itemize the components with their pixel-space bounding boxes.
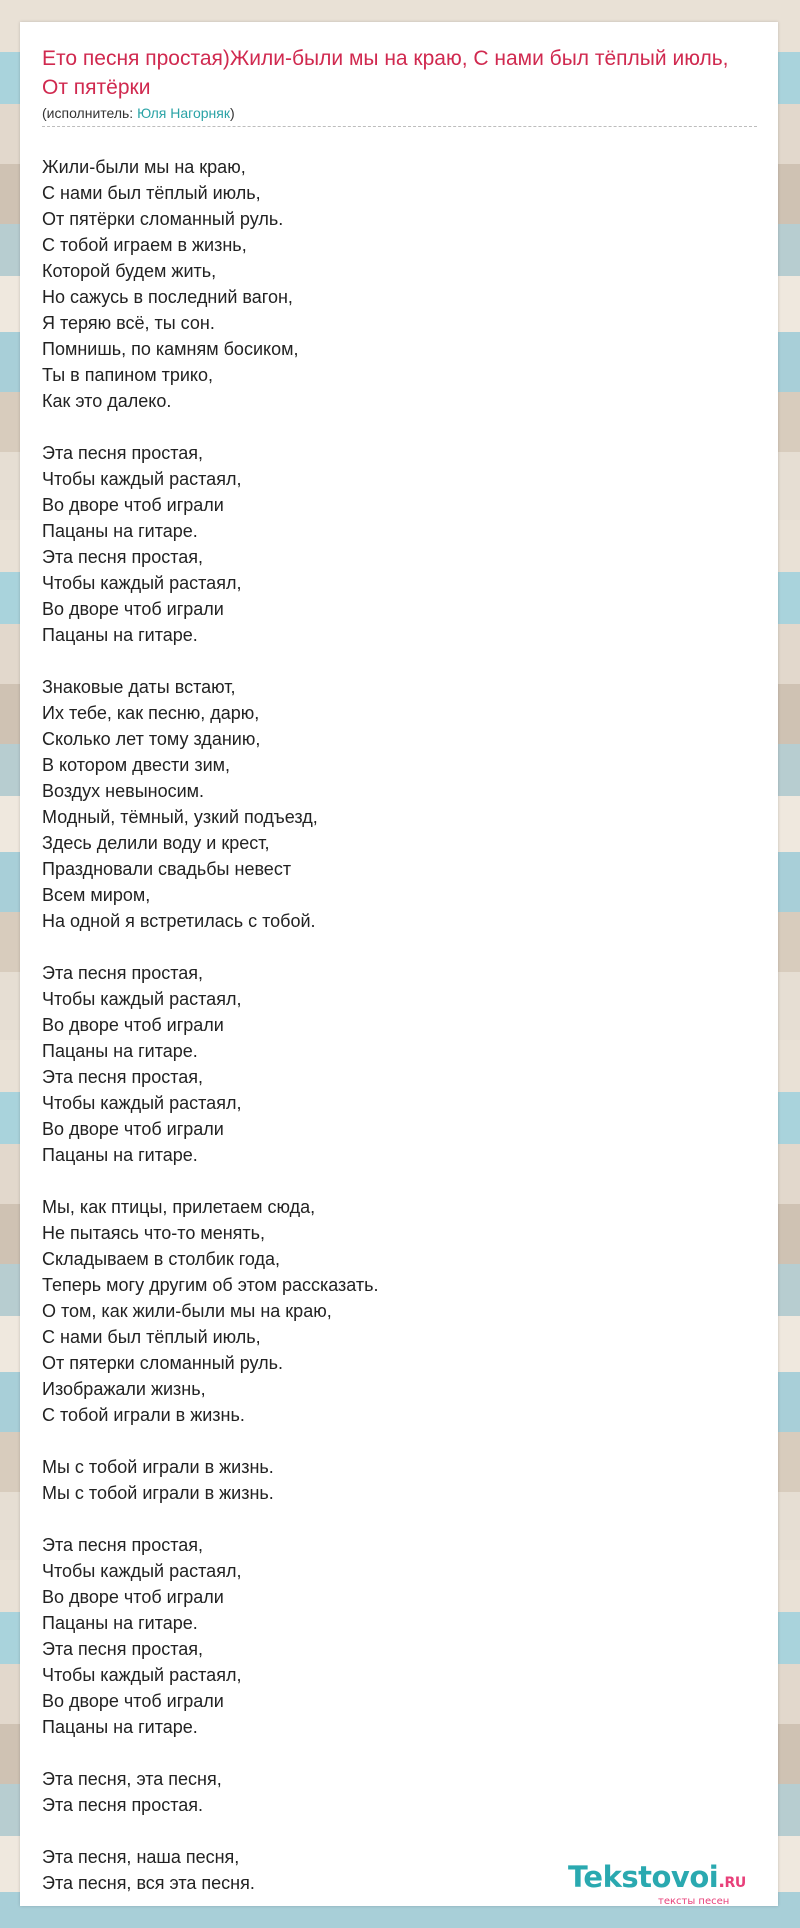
lyric-line: Мы с тобой играли в жизнь. — [42, 1457, 274, 1477]
lyric-line: Сколько лет тому зданию, — [42, 729, 261, 749]
stanza-break — [42, 1506, 757, 1532]
lyric-line: Во дворе чтоб играли — [42, 1587, 224, 1607]
lyric-line: С нами был тёплый июль, — [42, 183, 261, 203]
lyric-line: Теперь могу другим об этом рассказать. — [42, 1275, 379, 1295]
lyric-line: От пятёрки сломанный руль. — [42, 209, 284, 229]
content-card — [20, 22, 778, 1906]
logo-tld: RU — [724, 1875, 746, 1891]
lyric-line: Всем миром, — [42, 885, 151, 905]
stanza-break — [42, 1818, 757, 1844]
lyric-line: Чтобы каждый растаял, — [42, 989, 242, 1009]
logo-wordmark — [568, 1860, 746, 1894]
lyric-line: От пятерки сломанный руль. — [42, 1353, 284, 1373]
lyric-line: Чтобы каждый растаял, — [42, 1665, 242, 1685]
logo-dot: . — [718, 1871, 725, 1892]
lyric-line: Эта песня простая, — [42, 1067, 204, 1087]
performer-line — [42, 104, 757, 127]
lyric-line: Которой будем жить, — [42, 261, 217, 281]
lyric-line: С нами был тёплый июль, — [42, 1327, 261, 1347]
lyric-line: Не пытаясь что-то менять, — [42, 1223, 266, 1243]
lyric-line: Пацаны на гитаре. — [42, 1041, 198, 1061]
lyric-line: Их тебе, как песню, дарю, — [42, 703, 260, 723]
performer-suffix: ) — [229, 105, 235, 121]
site-logo[interactable] — [568, 1860, 768, 1910]
performer-prefix: (исполнитель: — [42, 105, 138, 121]
lyric-line: В котором двести зим, — [42, 755, 231, 775]
lyric-line: Мы, как птицы, прилетаем сюда, — [42, 1197, 316, 1217]
lyric-line: Во дворе чтоб играли — [42, 1015, 224, 1035]
lyric-line: Эта песня, вся эта песня. — [42, 1873, 255, 1893]
stanza-break — [42, 934, 757, 960]
stanza-break — [42, 1428, 757, 1454]
lyric-line: На одной я встретилась с тобой. — [42, 911, 316, 931]
lyric-line: Я теряю всё, ты сон. — [42, 313, 215, 333]
lyric-line: Во дворе чтоб играли — [42, 1119, 224, 1139]
lyric-line: Во дворе чтоб играли — [42, 599, 224, 619]
lyric-line: Во дворе чтоб играли — [42, 1691, 224, 1711]
lyric-line: Эта песня простая, — [42, 1639, 204, 1659]
lyric-line: Эта песня, наша песня, — [42, 1847, 240, 1867]
stanza-break — [42, 1740, 757, 1766]
lyric-line: Мы с тобой играли в жизнь. — [42, 1483, 274, 1503]
lyric-line: Эта песня простая, — [42, 1535, 204, 1555]
lyric-line: Чтобы каждый растаял, — [42, 1561, 242, 1581]
song-title: Ето песня простая)Жили-были мы на краю, С нами был тёплый июль, От пятёрки — [42, 47, 729, 99]
lyrics-text — [42, 154, 757, 1896]
stanza-break — [42, 648, 757, 674]
logo-name: Tekstovoi — [568, 1860, 719, 1894]
lyric-line: Модный, тёмный, узкий подъезд, — [42, 807, 318, 827]
lyric-line: Во дворе чтоб играли — [42, 495, 224, 515]
lyric-line: Пацаны на гитаре. — [42, 1145, 198, 1165]
lyric-line: Пацаны на гитаре. — [42, 1613, 198, 1633]
lyric-line: Складываем в столбик года, — [42, 1249, 281, 1269]
lyric-line: Воздух невыносим. — [42, 781, 205, 801]
lyric-line: Эта песня простая. — [42, 1795, 204, 1815]
lyric-line: Как это далеко. — [42, 391, 172, 411]
lyric-line: Изображали жизнь, — [42, 1379, 206, 1399]
lyric-line: Но сажусь в последний вагон, — [42, 287, 293, 307]
lyric-line: Эта песня простая, — [42, 443, 204, 463]
lyric-line: С тобой играем в жизнь, — [42, 235, 247, 255]
lyric-line: Здесь делили воду и крест, — [42, 833, 270, 853]
stanza-break — [42, 414, 757, 440]
lyric-line: Чтобы каждый растаял, — [42, 1093, 242, 1113]
lyric-line: Пацаны на гитаре. — [42, 521, 198, 541]
lyric-line: Эта песня простая, — [42, 547, 204, 567]
lyric-line: Эта песня, эта песня, — [42, 1769, 222, 1789]
lyric-line: О том, как жили-были мы на краю, — [42, 1301, 332, 1321]
lyric-line: С тобой играли в жизнь. — [42, 1405, 245, 1425]
lyric-line: Пацаны на гитаре. — [42, 1717, 198, 1737]
lyric-line: Эта песня простая, — [42, 963, 204, 983]
performer-link[interactable]: Юля Нагорняк — [137, 105, 230, 121]
lyric-line: Праздновали свадьбы невест — [42, 859, 292, 879]
lyric-line: Жили-были мы на краю, — [42, 157, 246, 177]
lyric-line: Ты в папином трико, — [42, 365, 213, 385]
lyric-line: Чтобы каждый растаял, — [42, 573, 242, 593]
stanza-break — [42, 1168, 757, 1194]
lyric-line: Знаковые даты встают, — [42, 677, 236, 697]
lyric-line: Чтобы каждый растаял, — [42, 469, 242, 489]
lyric-line: Пацаны на гитаре. — [42, 625, 198, 645]
lyric-line: Помнишь, по камням босиком, — [42, 339, 299, 359]
logo-subtitle: тексты песен — [658, 1896, 730, 1907]
